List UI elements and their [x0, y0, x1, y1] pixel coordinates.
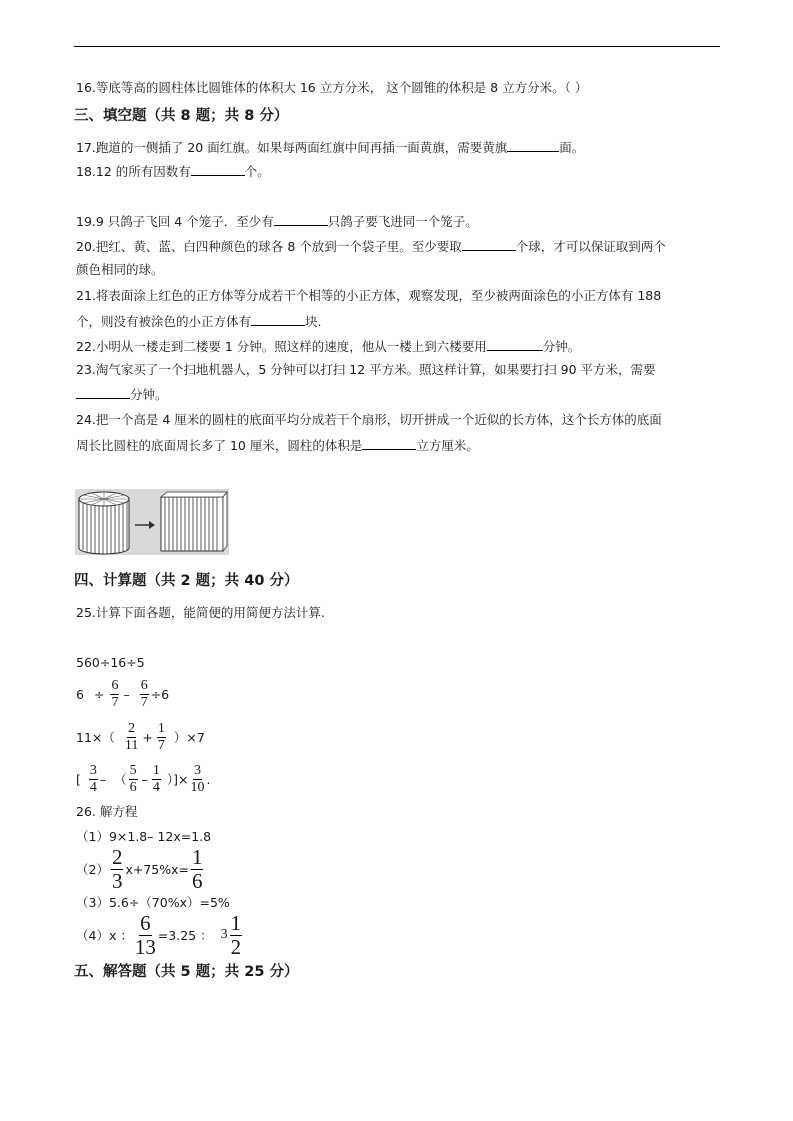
section-3-title: 三、填空题（共 8 题；共 8 分） — [74, 108, 289, 124]
cylinder-to-cuboid-diagram — [75, 489, 229, 555]
equation-1: （1）9×1.8– 12x=1.8 — [76, 829, 212, 844]
header-rule — [74, 46, 720, 47]
question-19: 19.9 只鸽子飞回 4 个笼子．至少有 只鸽子要飞进同一个笼子。 — [76, 214, 478, 229]
question-26: 26. 解方程 — [76, 804, 138, 819]
question-24-cont: 周长比圆柱的底面周长多了 10 厘米，圆柱的体积是 立方厘米。 — [76, 438, 479, 453]
fraction: $\frac{6}{7}$ — [111, 677, 119, 710]
question-21-cont: 个，则没有被涂色的小正方体有 块. — [76, 314, 322, 329]
fraction: $\frac{2}{3}$ — [111, 844, 123, 893]
equation-4: （4）x ： $\frac{6}{13}$ =3.25 ： 3 $\frac{1}{2}$ — [76, 910, 242, 959]
answer-blank[interactable] — [362, 437, 416, 450]
section-5-title: 五、解答题（共 5 题；共 25 分） — [74, 964, 299, 980]
question-25: 25.计算下面各题，能简便的用简便方法计算. — [76, 605, 325, 620]
question-17: 17.跑道的一侧插了 20 面红旗。如果每两面红旗中间再插一面黄旗，需要黄旗 面。 — [76, 140, 585, 155]
fraction: $\frac{3}{4}$ — [89, 762, 97, 795]
question-20-cont: 颜色相同的球。 — [76, 262, 164, 277]
fraction: $\frac{1}{6}$ — [191, 844, 203, 893]
fraction: $\frac{3}{10}$ — [190, 762, 205, 795]
cylinder-to-cuboid-icon — [75, 489, 229, 555]
answer-blank[interactable] — [251, 313, 305, 326]
question-21: 21.将表面涂上红色的正方体等分成若干个相等的小正方体，观察发现，至少被两面涂色的小正方体有 188 — [76, 288, 662, 303]
section-4-title: 四、计算题（共 2 题；共 40 分） — [74, 573, 299, 589]
fraction: $\frac{1}{2}$ — [230, 910, 242, 959]
question-23: 23.淘气家买了一个扫地机器人，5 分钟可以打扫 12 平方米。照这样计算，如果要打扫 90 平方米，需要 — [76, 362, 656, 377]
answer-blank[interactable] — [76, 386, 130, 399]
fraction: $\frac{1}{4}$ — [152, 762, 160, 795]
equation-3: （3）5.6÷（70%x）=5% — [76, 895, 230, 910]
fraction: $\frac{6}{7}$ — [140, 677, 148, 710]
fraction: $\frac{2}{11}$ — [124, 720, 139, 753]
question-16: 16.等底等高的圆柱体比圆锥体的体积大 16 立方分米， 这个圆锥的体积是 8 立方分米。（ ） — [76, 80, 588, 95]
equation-2: （2） $\frac{2}{3}$ x+75%x= $\frac{1}{6}$ — [76, 844, 203, 893]
calc-2: 6 ÷ $\frac{6}{7}$ – $\frac{6}{7}$ ÷6 — [76, 677, 170, 710]
question-20: 20.把红、黄、蓝、白四种颜色的球各 8 个放到一个袋子里。至少要取 个球，才可以保证取到两个 — [76, 239, 666, 254]
calc-3: 11×（ $\frac{2}{11}$ + $\frac{1}{7}$ ）×7 — [76, 720, 205, 753]
question-18: 18.12 的所有因数有 个。 — [76, 164, 270, 179]
fraction: $\frac{1}{7}$ — [157, 720, 165, 753]
fraction: $\frac{5}{6}$ — [129, 762, 137, 795]
answer-blank[interactable] — [487, 338, 543, 351]
answer-blank[interactable] — [507, 139, 559, 152]
calc-4: [ $\frac{3}{4}$ – （ $\frac{5}{6}$ – $\frac{1}{4}$ ）]× $\frac{3}{10}$ . — [76, 762, 211, 795]
answer-blank[interactable] — [274, 213, 328, 226]
fraction: $\frac{6}{13}$ — [134, 910, 156, 959]
question-24: 24.把一个高是 4 厘米的圆柱的底面平均分成若干个扇形，切开拼成一个近似的长方体，这个长方体的底面 — [76, 412, 662, 427]
answer-blank[interactable] — [191, 163, 245, 176]
answer-blank[interactable] — [462, 238, 516, 251]
question-22: 22.小明从一楼走到二楼要 1 分钟。照这样的速度，他从一楼上到六楼要用 分钟。 — [76, 339, 581, 354]
calc-1: 560÷16÷5 — [76, 655, 145, 670]
question-23-cont: 分钟。 — [76, 386, 168, 403]
